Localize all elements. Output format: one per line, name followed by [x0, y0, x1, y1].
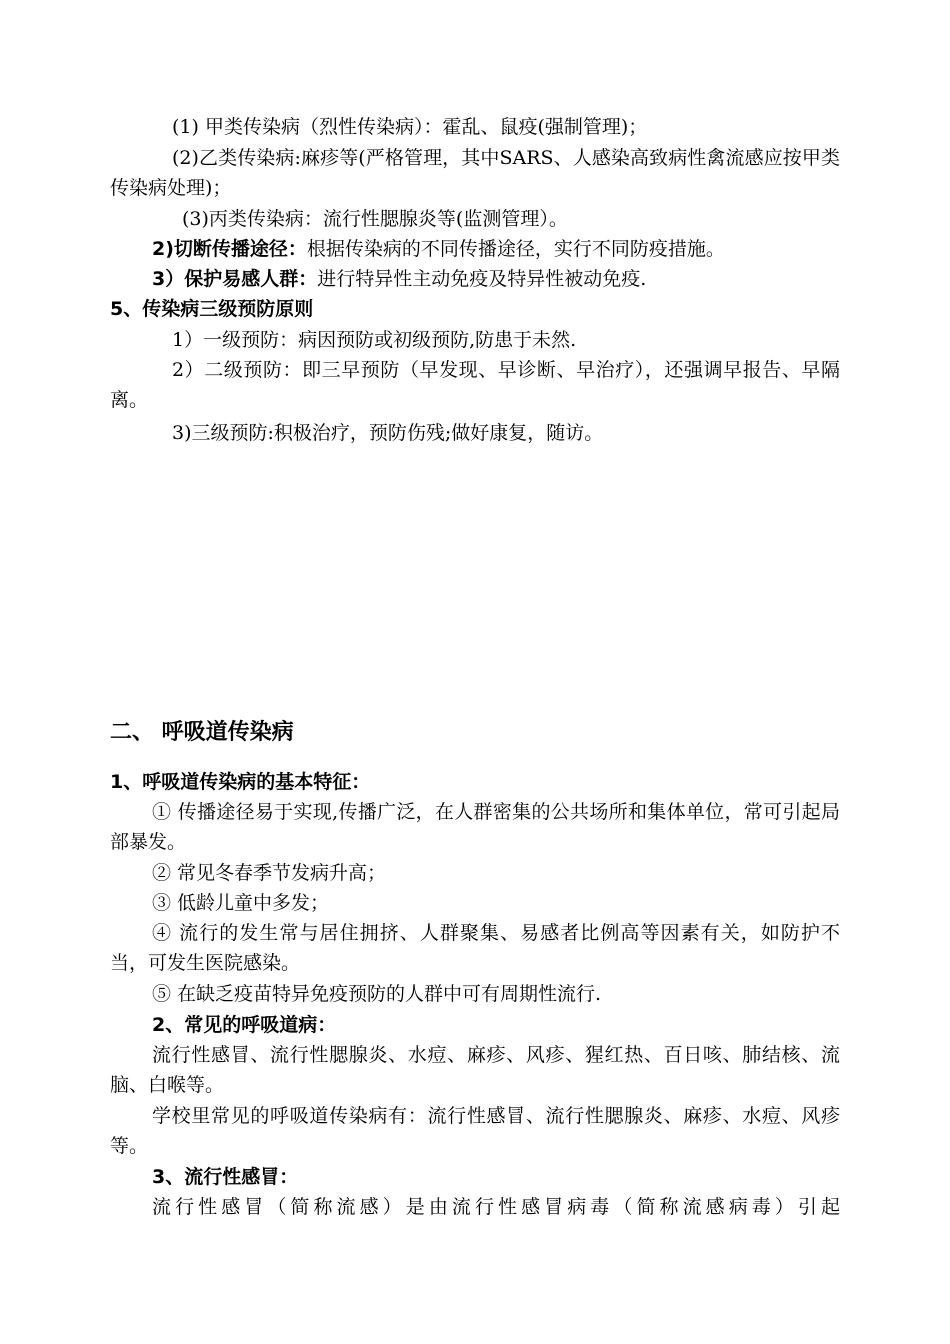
section2-title: 二、 呼吸道传染病	[110, 720, 294, 745]
flu-heading: 3、流行性感冒：	[152, 1166, 299, 1188]
cut-transmission-label: 2)切断传播途径：	[152, 238, 307, 260]
feature3-text: ③ 低龄儿童中多发；	[152, 892, 330, 914]
feature4-text: ④ 流行的发生常与居住拥挤、人群聚集、易感者比例高等因素有关，如防护不当，可发生医院感染。	[110, 922, 840, 974]
feature5-text: ⑤ 在缺乏疫苗特异免疫预防的人群中可有周期性流行.	[152, 983, 602, 1005]
class-b-text: (2)乙类传染病:麻疹等(严格管理，其中SARS、人感染高致病性禽流感应按甲类传染病处理)；	[110, 147, 840, 199]
school-diseases-paragraph	[110, 1101, 840, 1161]
feature1-paragraph	[110, 797, 840, 857]
feature2-text: ② 常见冬春季节发病升高；	[152, 862, 387, 884]
prevention-level1: 1）一级预防：病因预防或初级预防,防患于未然.	[172, 329, 577, 351]
common-diseases-text: 流行性感冒、流行性腮腺炎、水痘、麻疹、风疹、猩红热、百日咳、肺结核、流脑、白喉等。	[110, 1044, 840, 1096]
protect-susceptible-label: 3）保护易感人群：	[152, 268, 318, 290]
class-c-text: (3)丙类传染病：流行性腮腺炎等(监测管理）。	[182, 208, 568, 230]
class-b-paragraph	[110, 143, 840, 203]
features-heading: 1、呼吸道传染病的基本特征：	[110, 771, 371, 793]
feature4-paragraph	[110, 918, 840, 978]
feature1-text: ① 传播途径易于实现,传播广泛，在人群密集的公共场所和集体单位，常可引起局部暴发。	[110, 801, 840, 853]
prevention-heading: 5、传染病三级预防原则	[110, 298, 314, 320]
protect-susceptible-line	[152, 264, 646, 294]
prevention-level2: 2）二级预防：即三早预防（早发现、早诊断、早治疗），还强调早报告、早隔离。	[110, 359, 840, 411]
flu-paragraph	[110, 1192, 840, 1222]
flu-text: 流行性感冒（简称流感）是由流行性感冒病毒（简称流感病毒）引起	[152, 1196, 840, 1218]
class-a-text: (1) 甲类传染病（烈性传染病）：霍乱、鼠疫(强制管理)；	[172, 116, 648, 138]
common-diseases-paragraph	[110, 1040, 840, 1100]
cut-transmission-text: 根据传染病的不同传播途径，实行不同防疫措施。	[306, 238, 725, 260]
school-diseases-text: 学校里常见的呼吸道传染病有：流行性感冒、流行性腮腺炎、麻疹、水痘、风疹等。	[110, 1105, 840, 1157]
prevention-level3: 3)三级预防:积极治疗，预防伤残;做好康复，随访。	[172, 422, 604, 444]
protect-susceptible-text: 进行特异性主动免疫及特异性被动免疫.	[317, 268, 647, 290]
cut-transmission-line	[152, 234, 725, 264]
prevention-level2-paragraph	[110, 355, 840, 415]
common-diseases-heading: 2、常见的呼吸道病：	[152, 1014, 337, 1036]
